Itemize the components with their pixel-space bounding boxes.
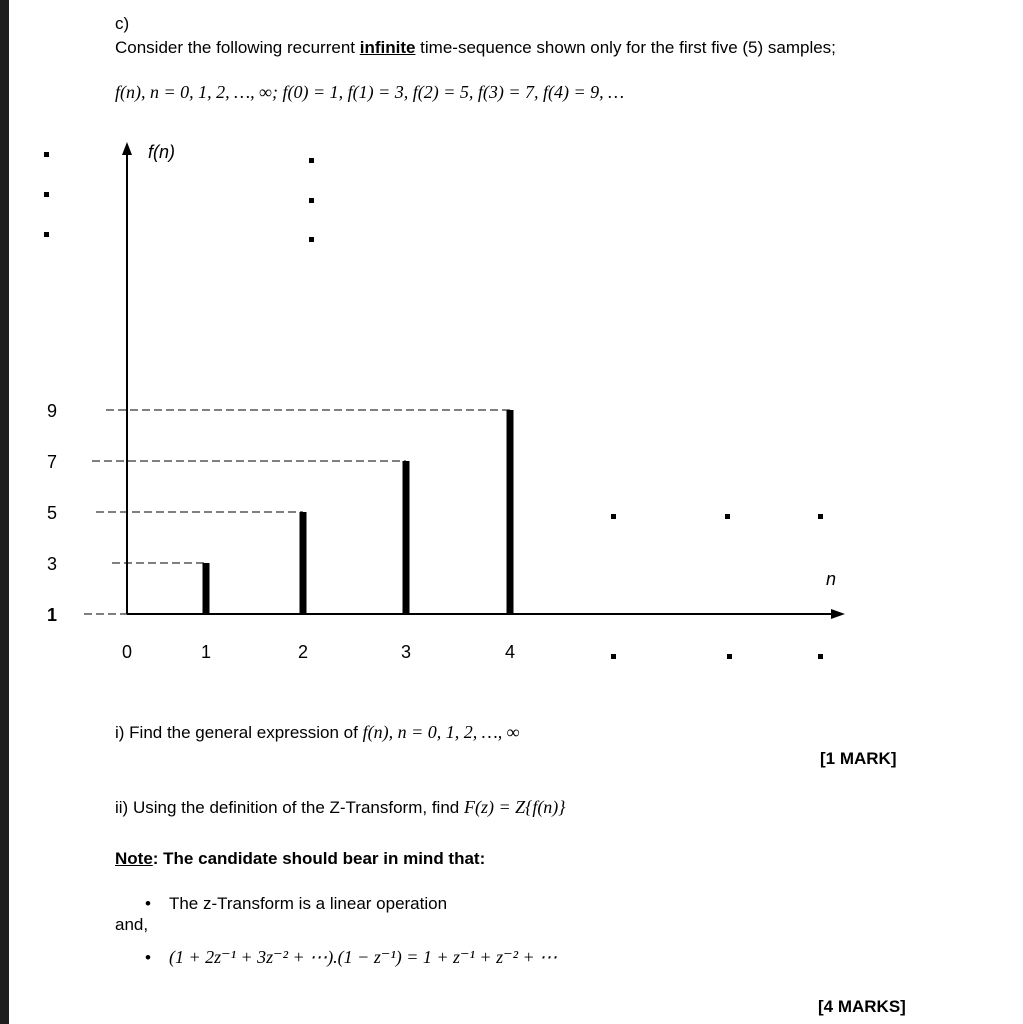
dot [725,514,730,519]
part-label: c) [115,14,130,33]
x-axis-arrow [831,609,845,619]
y-tick-label: 7 [46,452,58,472]
stem-plot [0,130,1023,680]
question-ii [115,797,566,818]
note-label: Note [115,849,153,868]
x-axis-label: n [826,569,837,589]
dot [818,514,823,519]
sequence-definition: f(n), n = 0, 1, 2, …, ∞; f(0) = 1, f(1) = 3, f(2) = 5, f(3) = 7, f(4) = 9, … [115,82,625,102]
dot [309,198,314,203]
question-ii-text: ii) Using the definition of the Z-Transform, find [115,798,464,817]
y-tick-label: 1 [46,605,58,625]
bullet-2-dot: • [145,948,151,967]
dot [611,654,616,659]
bullet-2-math: (1 + 2z⁻¹ + 3z⁻² + ⋯).(1 − z⁻¹) = 1 + z⁻¹ + z⁻² + ⋯ [168,947,558,967]
y-tick-label: 3 [46,554,58,574]
y-tick-label: 5 [46,503,58,523]
dot [44,192,49,197]
y-tick-label: 9 [46,401,58,421]
dot [309,237,314,242]
x-tick-label: 3 [400,642,412,662]
y-axis-label: f(n) [148,142,175,162]
x-tick-label: 4 [504,642,516,662]
bullet-1 [145,894,447,914]
dot [818,654,823,659]
x-tick-label: 2 [297,642,309,662]
connector-text: and, [115,915,149,934]
marks-1: [1 MARK] [820,749,897,768]
intro-text [115,38,836,58]
question-ii-math: F(z) = Z{f(n)} [463,797,566,817]
bullet-2 [145,947,557,968]
intro-before: Consider the following recurrent [115,38,360,57]
question-i [115,722,520,743]
dot [44,152,49,157]
y-tick-labels [47,401,57,625]
question-i-math: f(n), n = 0, 1, 2, …, ∞ [362,722,520,742]
question-i-text: i) Find the general expression of [115,723,363,742]
y-axis-arrow [122,142,132,155]
x-tick-label: 1 [200,642,212,662]
guide-lines [84,410,510,614]
intro-emphasis: infinite [359,38,416,57]
x-tick-labels [122,642,515,662]
marks-4: [4 MARKS] [818,997,906,1016]
continuation-dots [44,152,823,659]
intro-after: time-sequence shown only for the first five (5) samples; [415,38,836,57]
dot [727,654,732,659]
bullet-1-text: The z-Transform is a linear operation [168,894,448,913]
dot [44,232,49,237]
bullet-1-dot: • [145,894,151,913]
dot [611,514,616,519]
dot [309,158,314,163]
stems [206,410,510,614]
note-text: : The candidate should bear in mind that: [152,849,486,868]
x-tick-label: 0 [121,642,133,662]
note [115,849,485,869]
